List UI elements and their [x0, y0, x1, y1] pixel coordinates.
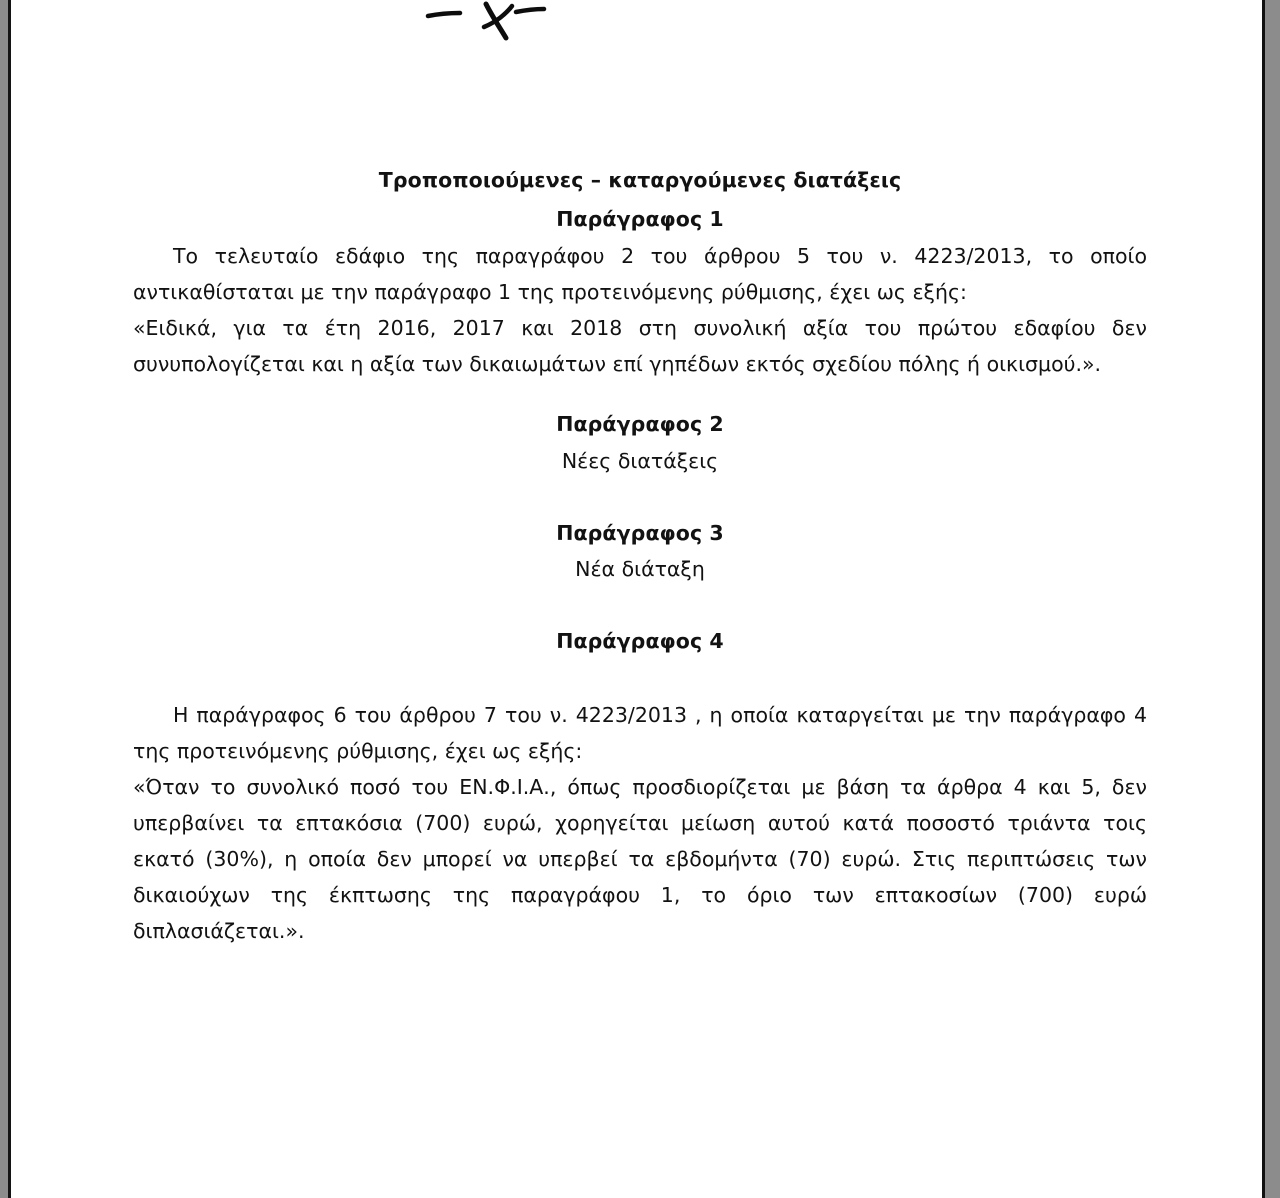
section-4-body-block: [133, 697, 1147, 769]
section-3-subheading-block: [133, 557, 1147, 581]
section-4-quote-block: [133, 769, 1147, 949]
section-quote-paragraph-4: «Όταν το συνολικό ποσό του ΕΝ.Φ.Ι.Α., όπως προσδιορίζεται με βάση τα άρθρα 4 και 5, δεν υπερβαίνει τα επτακόσια (700) ευρώ, χορηγείται μείωση αυτού κατά ποσοστό τριάντα τοις εκατό (30%), η οποία δεν μπορεί να υπερβεί τα εβδομήντα (70) ευρώ. Στις περιπτώσεις των δικαιούχων της έκπτωσης της παραγράφου 1, το όριο των επτακοσίων (700) ευρώ διπλασιάζεται.».: [133, 775, 1147, 943]
section-4-heading-block: [133, 629, 1147, 653]
section-heading-paragraph-4: Παράγραφος 4: [556, 629, 724, 653]
handwritten-mark-icon: [420, 0, 600, 42]
section-subheading-paragraph-3: Νέα διάταξη: [575, 557, 705, 581]
scan-edge-left: [8, 0, 11, 1198]
section-quote-paragraph-1: «Ειδικά, για τα έτη 2016, 2017 και 2018 στη συνολική αξία του πρώτου εδαφίου δεν συνυπολογίζεται και η αξία των δικαιωμάτων επί γηπέδων εκτός σχεδίου πόλης ή οικισμού.».: [133, 316, 1147, 376]
section-body-paragraph-4: Η παράγραφος 6 του άρθρου 7 του ν. 4223/2013 , η οποία καταργείται με την παράγραφο 4 της προτεινόμενης ρύθμισης, έχει ως εξής:: [133, 703, 1147, 763]
section-3-heading-block: [133, 521, 1147, 545]
scan-gutter-right: [1265, 0, 1280, 1198]
section-body-paragraph-1: Το τελευταίο εδάφιο της παραγράφου 2 του άρθρου 5 του ν. 4223/2013, το οποίο αντικαθίσταται με την παράγραφο 1 της προτεινόμενης ρύθμισης, έχει ως εξής:: [133, 244, 1147, 304]
page-title: Τροποποιούμενες – καταργούμενες διατάξεις: [378, 168, 902, 192]
document-title-block: [133, 168, 1147, 192]
section-heading-paragraph-2: Παράγραφος 2: [556, 412, 724, 436]
scan-gutter-left: [0, 0, 8, 1198]
section-2-heading-block: [133, 412, 1147, 436]
section-1-body-block: [133, 238, 1147, 310]
section-2-subheading-block: [133, 449, 1147, 473]
handwritten-page-number-mark: [420, 0, 600, 42]
section-subheading-paragraph-2: Νέες διατάξεις: [561, 449, 719, 473]
section-heading-paragraph-3: Παράγραφος 3: [556, 521, 724, 545]
section-1-quote-block: [133, 310, 1147, 382]
section-1-heading-block: [133, 207, 1147, 231]
section-heading-paragraph-1: Παράγραφος 1: [556, 207, 724, 231]
